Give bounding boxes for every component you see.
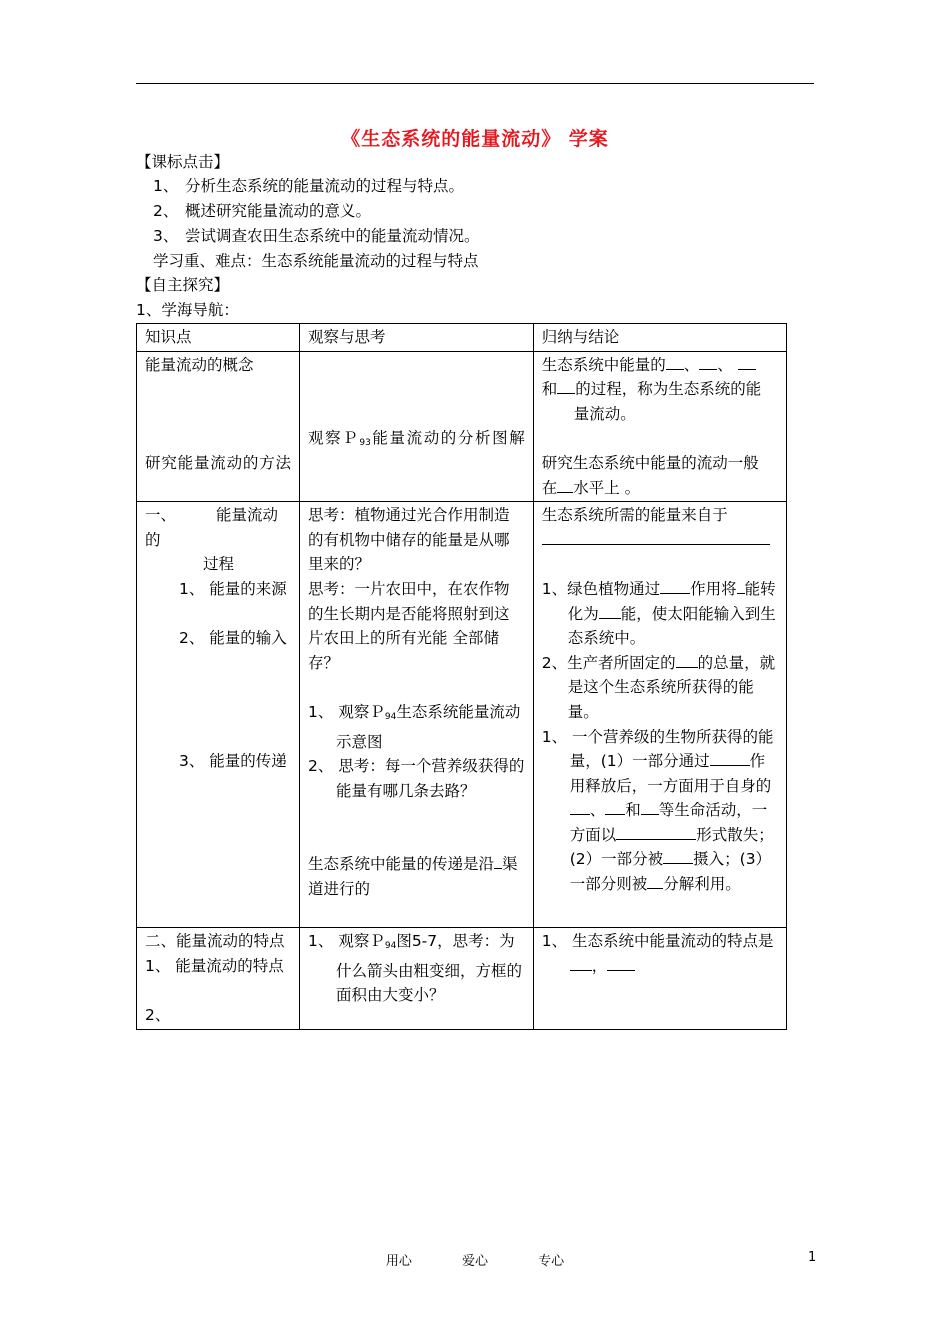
table-row-process xyxy=(137,502,787,928)
header-rule xyxy=(136,83,814,84)
footer-motto: 用心 爱心 专心 xyxy=(385,1254,565,1269)
objective-item-1: 1、 分析生态系统的能量流动的过程与特点。 xyxy=(153,177,465,195)
cell-concept-observe: 观察Ｐ$_{93}$能量流动的分析图解 xyxy=(300,351,534,502)
cell-process-observe: 思考：植物通过光合作用制造的有机物中储存的能量是从哪里来的？ 思考：一片农田中，在农作物的生长期内是否能将照射到这片农田上的所有光能 全部储存？ 1、 观察Ｐ$_{94}$生态系统能量流动示意图 2、 思考：每一个营养级获得的能量有哪几条去路？ 生态系统中能量的传递是沿 渠道进行的 xyxy=(300,502,534,928)
cell-concept-conclusion: 生态系统中能量的 、 、 和 的过程，称为生态系统的能 量流动。 研究生态系统中能量的流动一般 在 水平上 。 xyxy=(533,351,786,502)
cell-features-conclusion: 1、 生态系统中能量流动的特点是， xyxy=(533,928,786,1029)
section-heading-curriculum: 【课标点击】 xyxy=(136,153,230,171)
page-number: 1 xyxy=(808,1250,817,1265)
cell-features: 二、能量流动的特点 1、 能量流动的特点 2、 xyxy=(137,928,300,1029)
header-conclusion: 归纳与结论 xyxy=(533,324,786,352)
table-row-features xyxy=(137,928,787,1029)
key-points: 学习重、难点：生态系统能量流动的过程与特点 xyxy=(153,252,479,270)
table-header-row xyxy=(137,324,787,352)
cell-process: 一、 能量流动的 过程 1、 能量的来源 2、 能量的输入 3、 能量的传递 xyxy=(137,502,300,928)
header-observe: 观察与思考 xyxy=(300,324,534,352)
page-title: 《生态系统的能量流动》 学案 xyxy=(341,128,609,150)
cell-process-conclusion: 生态系统所需的能量来自于 1、绿色植物通过 作用将 能转化为 能，使太阳能输入到生态系统中。 2、生产者所固定的 的总量，就是这个生态系统所获得的能量。 1、 一个营养级的生物所获得的能量，(1）一部分通过 作用释放后，一方面用于自身的、 和 等生命活动，一方面以 形式散失；(2）一部分被 摄入；(3）一部分则被 分解利用。 xyxy=(533,502,786,928)
cell-concept: 能量流动的概念 研究能量流动的方法 xyxy=(137,351,300,502)
cell-features-observe: 1、 观察Ｐ$_{94}$图5-7，思考：为什么箭头由粗变细，方框的面积由大变小？ xyxy=(300,928,534,1029)
sub-heading-guide: 1、学海导航： xyxy=(136,301,239,319)
objective-item-2: 2、 概述研究能量流动的意义。 xyxy=(153,202,372,220)
study-table xyxy=(136,323,787,1030)
section-heading-inquiry: 【自主探究】 xyxy=(136,276,230,294)
table-row-concept xyxy=(137,351,787,502)
objective-item-3: 3、 尝试调查农田生态系统中的能量流动情况。 xyxy=(153,227,480,245)
header-knowledge: 知识点 xyxy=(137,324,300,352)
